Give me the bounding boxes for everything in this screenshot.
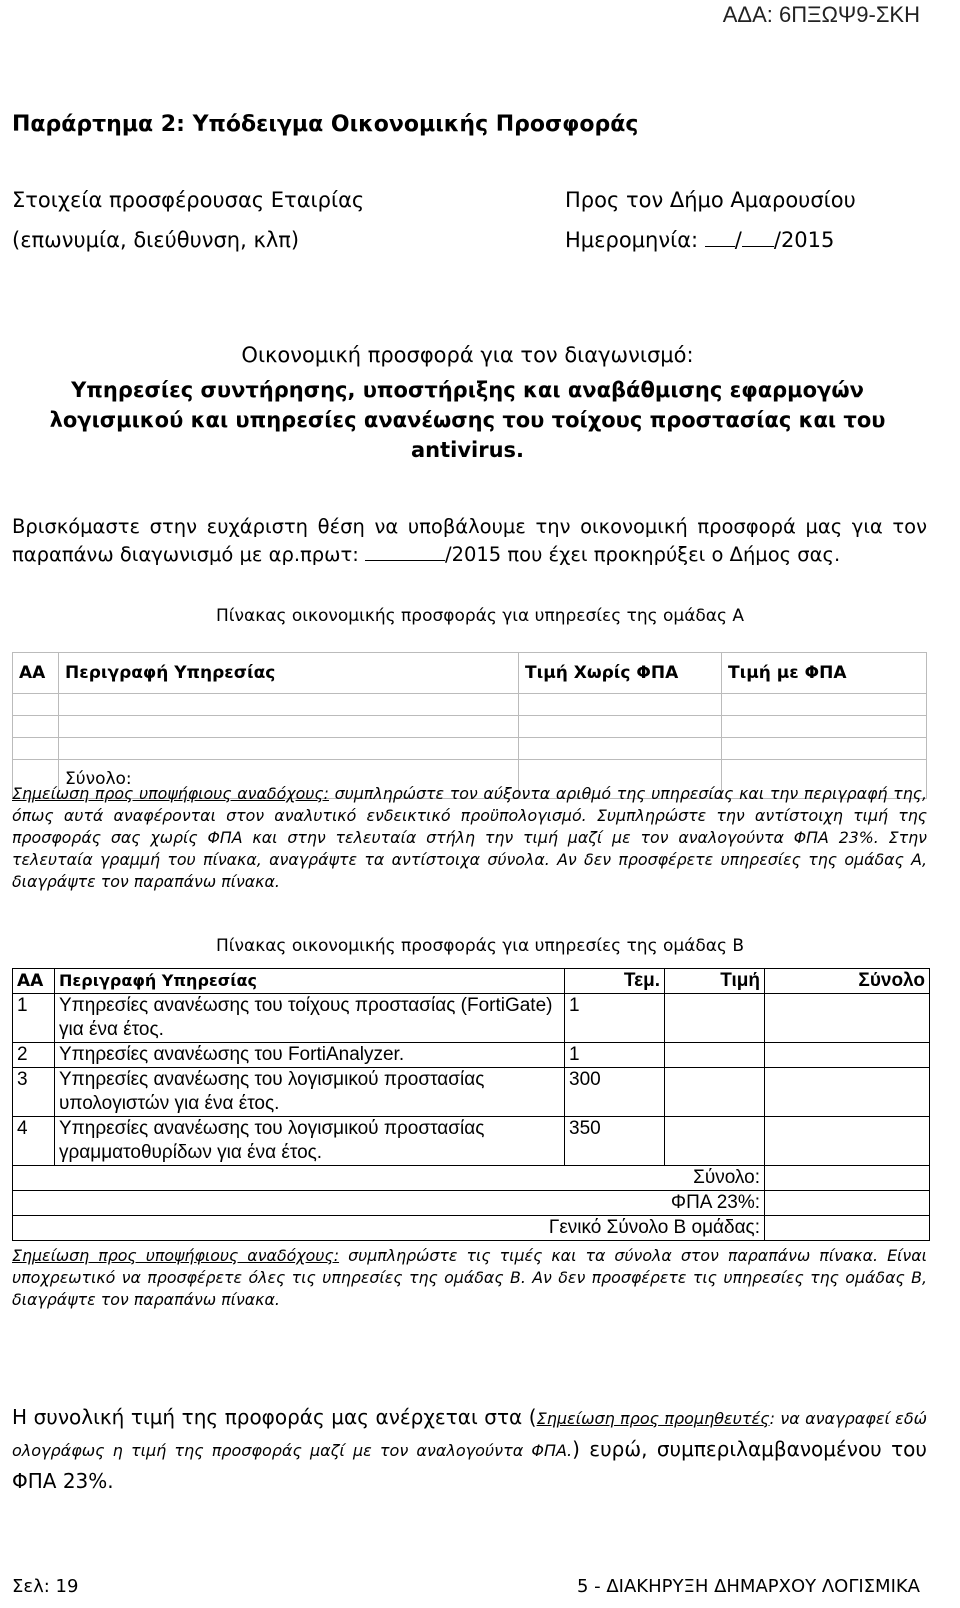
row-price[interactable]	[665, 994, 765, 1043]
date-year: /2015	[773, 228, 835, 252]
row-aa: 2	[13, 1043, 55, 1068]
row-description: Υπηρεσίες ανανέωσης του FortiAnalyzer.	[55, 1043, 565, 1068]
final-note-text: : να αναγραφεί εδώ ολογράφως η τιμή της προσφοράς μαζί με τον αναλογούντα ΦΠΑ.	[12, 1409, 928, 1460]
recipient-line: Προς τον Δήμο Αμαρουσίου	[565, 188, 856, 212]
vat-label: ΦΠΑ 23%:	[13, 1191, 765, 1216]
row-qty: 1	[565, 1043, 665, 1068]
cell[interactable]	[519, 694, 722, 716]
row-description: Υπηρεσίες ανανέωσης του λογισμικού προστασίας γραμματοθυρίδων για ένα έτος.	[55, 1117, 565, 1166]
row-total[interactable]	[765, 1117, 930, 1166]
date-label: Ημερομηνία:	[565, 228, 699, 252]
row-description: Υπηρεσίες ανανέωσης του τοίχους προστασίας (FortiGate) για ένα έτος.	[55, 994, 565, 1043]
row-total[interactable]	[765, 994, 930, 1043]
intro-paragraph	[12, 513, 927, 569]
cell[interactable]	[722, 716, 927, 738]
row-total[interactable]	[765, 1043, 930, 1068]
offer-title-line-1: Υπηρεσίες συντήρησης, υποστήριξης και αναβάθμισης εφαρμογών	[71, 378, 864, 402]
date-line	[565, 228, 834, 252]
note-b	[12, 1245, 927, 1311]
cell[interactable]	[13, 716, 59, 738]
footer-document: 5 - ΔΙΑΚΗΡΥΞΗ ΔΗΜΑΡΧΟΥ ΛΟΓΙΣΜΙΚΑ	[576, 1576, 920, 1597]
row-qty: 300	[565, 1068, 665, 1117]
intro-text-end: /2015 που έχει προκηρύξει ο Δήμος σας.	[445, 543, 841, 566]
table-b-vat-row	[13, 1191, 930, 1216]
cell[interactable]	[722, 738, 927, 760]
cell[interactable]	[59, 738, 519, 760]
grand-total-label: Γενικό Σύνολο Β ομάδας:	[13, 1216, 765, 1241]
cell[interactable]	[13, 738, 59, 760]
table-a-caption: Πίνακας οικονομικής προσφοράς για υπηρεσίες της ομάδας Α	[215, 606, 745, 626]
grand-total-cell[interactable]	[765, 1216, 930, 1241]
table-row	[13, 1043, 930, 1068]
row-qty: 350	[565, 1117, 665, 1166]
cell[interactable]	[59, 694, 519, 716]
cell[interactable]	[722, 694, 927, 716]
table-row	[13, 994, 930, 1043]
table-row	[13, 1117, 930, 1166]
row-aa: 4	[13, 1117, 55, 1166]
col-description: Περιγραφή Υπηρεσίας	[55, 969, 565, 994]
row-aa: 1	[13, 994, 55, 1043]
cell[interactable]	[519, 716, 722, 738]
offer-title-line-2: λογισμικού και υπηρεσίες ανανέωσης του τοίχους προστασίας και του	[49, 408, 886, 432]
row-price[interactable]	[665, 1117, 765, 1166]
col-price-vat: Τιμή με ΦΠΑ	[722, 653, 927, 694]
month-blank	[742, 228, 774, 247]
ada-code: ΑΔΑ: 6ΠΞΩΨ9-ΣΚΗ	[722, 2, 920, 27]
total-cell[interactable]	[765, 1166, 930, 1191]
table-row	[13, 694, 927, 716]
sender-line-1: Στοιχεία προσφέρουσας Εταιρίας	[12, 188, 365, 212]
table-b-caption: Πίνακας οικονομικής προσφοράς για υπηρεσίες της ομάδας Β	[215, 936, 745, 956]
row-description: Υπηρεσίες ανανέωσης του λογισμικού προστασίας υπολογιστών για ένα έτος.	[55, 1068, 565, 1117]
row-aa: 3	[13, 1068, 55, 1117]
vat-cell[interactable]	[765, 1191, 930, 1216]
final-note-label: Σημείωση προς προμηθευτές	[536, 1409, 770, 1428]
table-b-grand-total-row	[13, 1216, 930, 1241]
table-row	[13, 738, 927, 760]
date-separator: /	[734, 228, 742, 252]
table-row	[13, 716, 927, 738]
cell[interactable]	[13, 694, 59, 716]
table-row	[13, 1068, 930, 1117]
total-label: Σύνολο:	[13, 1166, 765, 1191]
protocol-blank	[365, 542, 445, 561]
col-aa: ΑΑ	[13, 969, 55, 994]
note-a-label: Σημείωση προς υποψήφιους αναδόχους:	[12, 784, 329, 803]
page-title: Παράρτημα 2: Υπόδειγμα Οικονομικής Προσφοράς	[12, 112, 639, 137]
col-qty: Τεμ.	[565, 969, 665, 994]
offer-title-line-3: antivirus.	[410, 438, 525, 462]
cell[interactable]	[59, 716, 519, 738]
table-a	[12, 652, 927, 799]
final-text-start: Η συνολική τιμή της προφοράς μας ανέρχεται στα (	[12, 1405, 537, 1429]
total-label: Σύνολο:	[59, 760, 519, 799]
table-a-header	[13, 653, 927, 694]
offer-intro: Οικονομική προσφορά για τον διαγωνισμό:	[241, 343, 694, 367]
col-price: Τιμή	[665, 969, 765, 994]
note-a-text: συμπληρώστε τον αύξοντα αριθμό της υπηρεσίας και την περιγραφή της, όπως αυτά αναφέρονται στον αναλυτικό ενδεικτικό προϋπολογισμό. Συμπληρώστε την αντίστοιχη τιμή της προσφοράς σας χωρίς ΦΠΑ και στην τελευταία στήλη την τιμή μαζί με τον αναλογούντα ΦΠΑ 23%. Στην τελευταία γραμμή του πίνακα, αναγράψτε τα αντίστοιχα σύνολα. Αν δεν προσφέρετε υπηρεσίες της ομάδας Α, διαγράψτε τον παραπάνω πίνακα.	[12, 784, 927, 891]
row-price[interactable]	[665, 1043, 765, 1068]
note-b-label: Σημείωση προς υποψήφιους αναδόχους:	[12, 1246, 340, 1265]
day-blank	[705, 228, 735, 247]
col-description: Περιγραφή Υπηρεσίας	[59, 653, 519, 694]
sender-line-2: (επωνυμία, διεύθυνση, κλπ)	[12, 228, 300, 252]
row-qty: 1	[565, 994, 665, 1043]
col-total: Σύνολο	[765, 969, 930, 994]
note-a	[12, 783, 927, 893]
note-b-text: συμπληρώστε τις τιμές και τα σύνολα στον παραπάνω πίνακα. Είναι υποχρεωτικό να προσφέρετε όλες τις υπηρεσίες της ομάδας Β. Αν δεν προσφέρετε τις υπηρεσίες της ομάδας Β, διαγράψτε τον παραπάνω πίνακα.	[12, 1246, 927, 1309]
table-b-header	[13, 969, 930, 994]
col-aa: ΑΑ	[13, 653, 59, 694]
final-text-end: ) ευρώ, συμπεριλαμβανομένου του ΦΠΑ 23%.	[12, 1437, 927, 1493]
intro-text: Βρισκόμαστε στην ευχάριστη θέση να υποβάλουμε την οικονομική προσφορά μας για τον παραπάνω διαγωνισμό με αρ.πρωτ:	[12, 515, 927, 566]
col-price-no-vat: Τιμή Χωρίς ΦΠΑ	[519, 653, 722, 694]
table-b-total-row	[13, 1166, 930, 1191]
cell[interactable]	[519, 738, 722, 760]
table-b	[12, 968, 930, 1241]
footer-page-number: Σελ: 19	[12, 1576, 79, 1597]
row-price[interactable]	[665, 1068, 765, 1117]
final-statement	[12, 1402, 927, 1496]
row-total[interactable]	[765, 1068, 930, 1117]
